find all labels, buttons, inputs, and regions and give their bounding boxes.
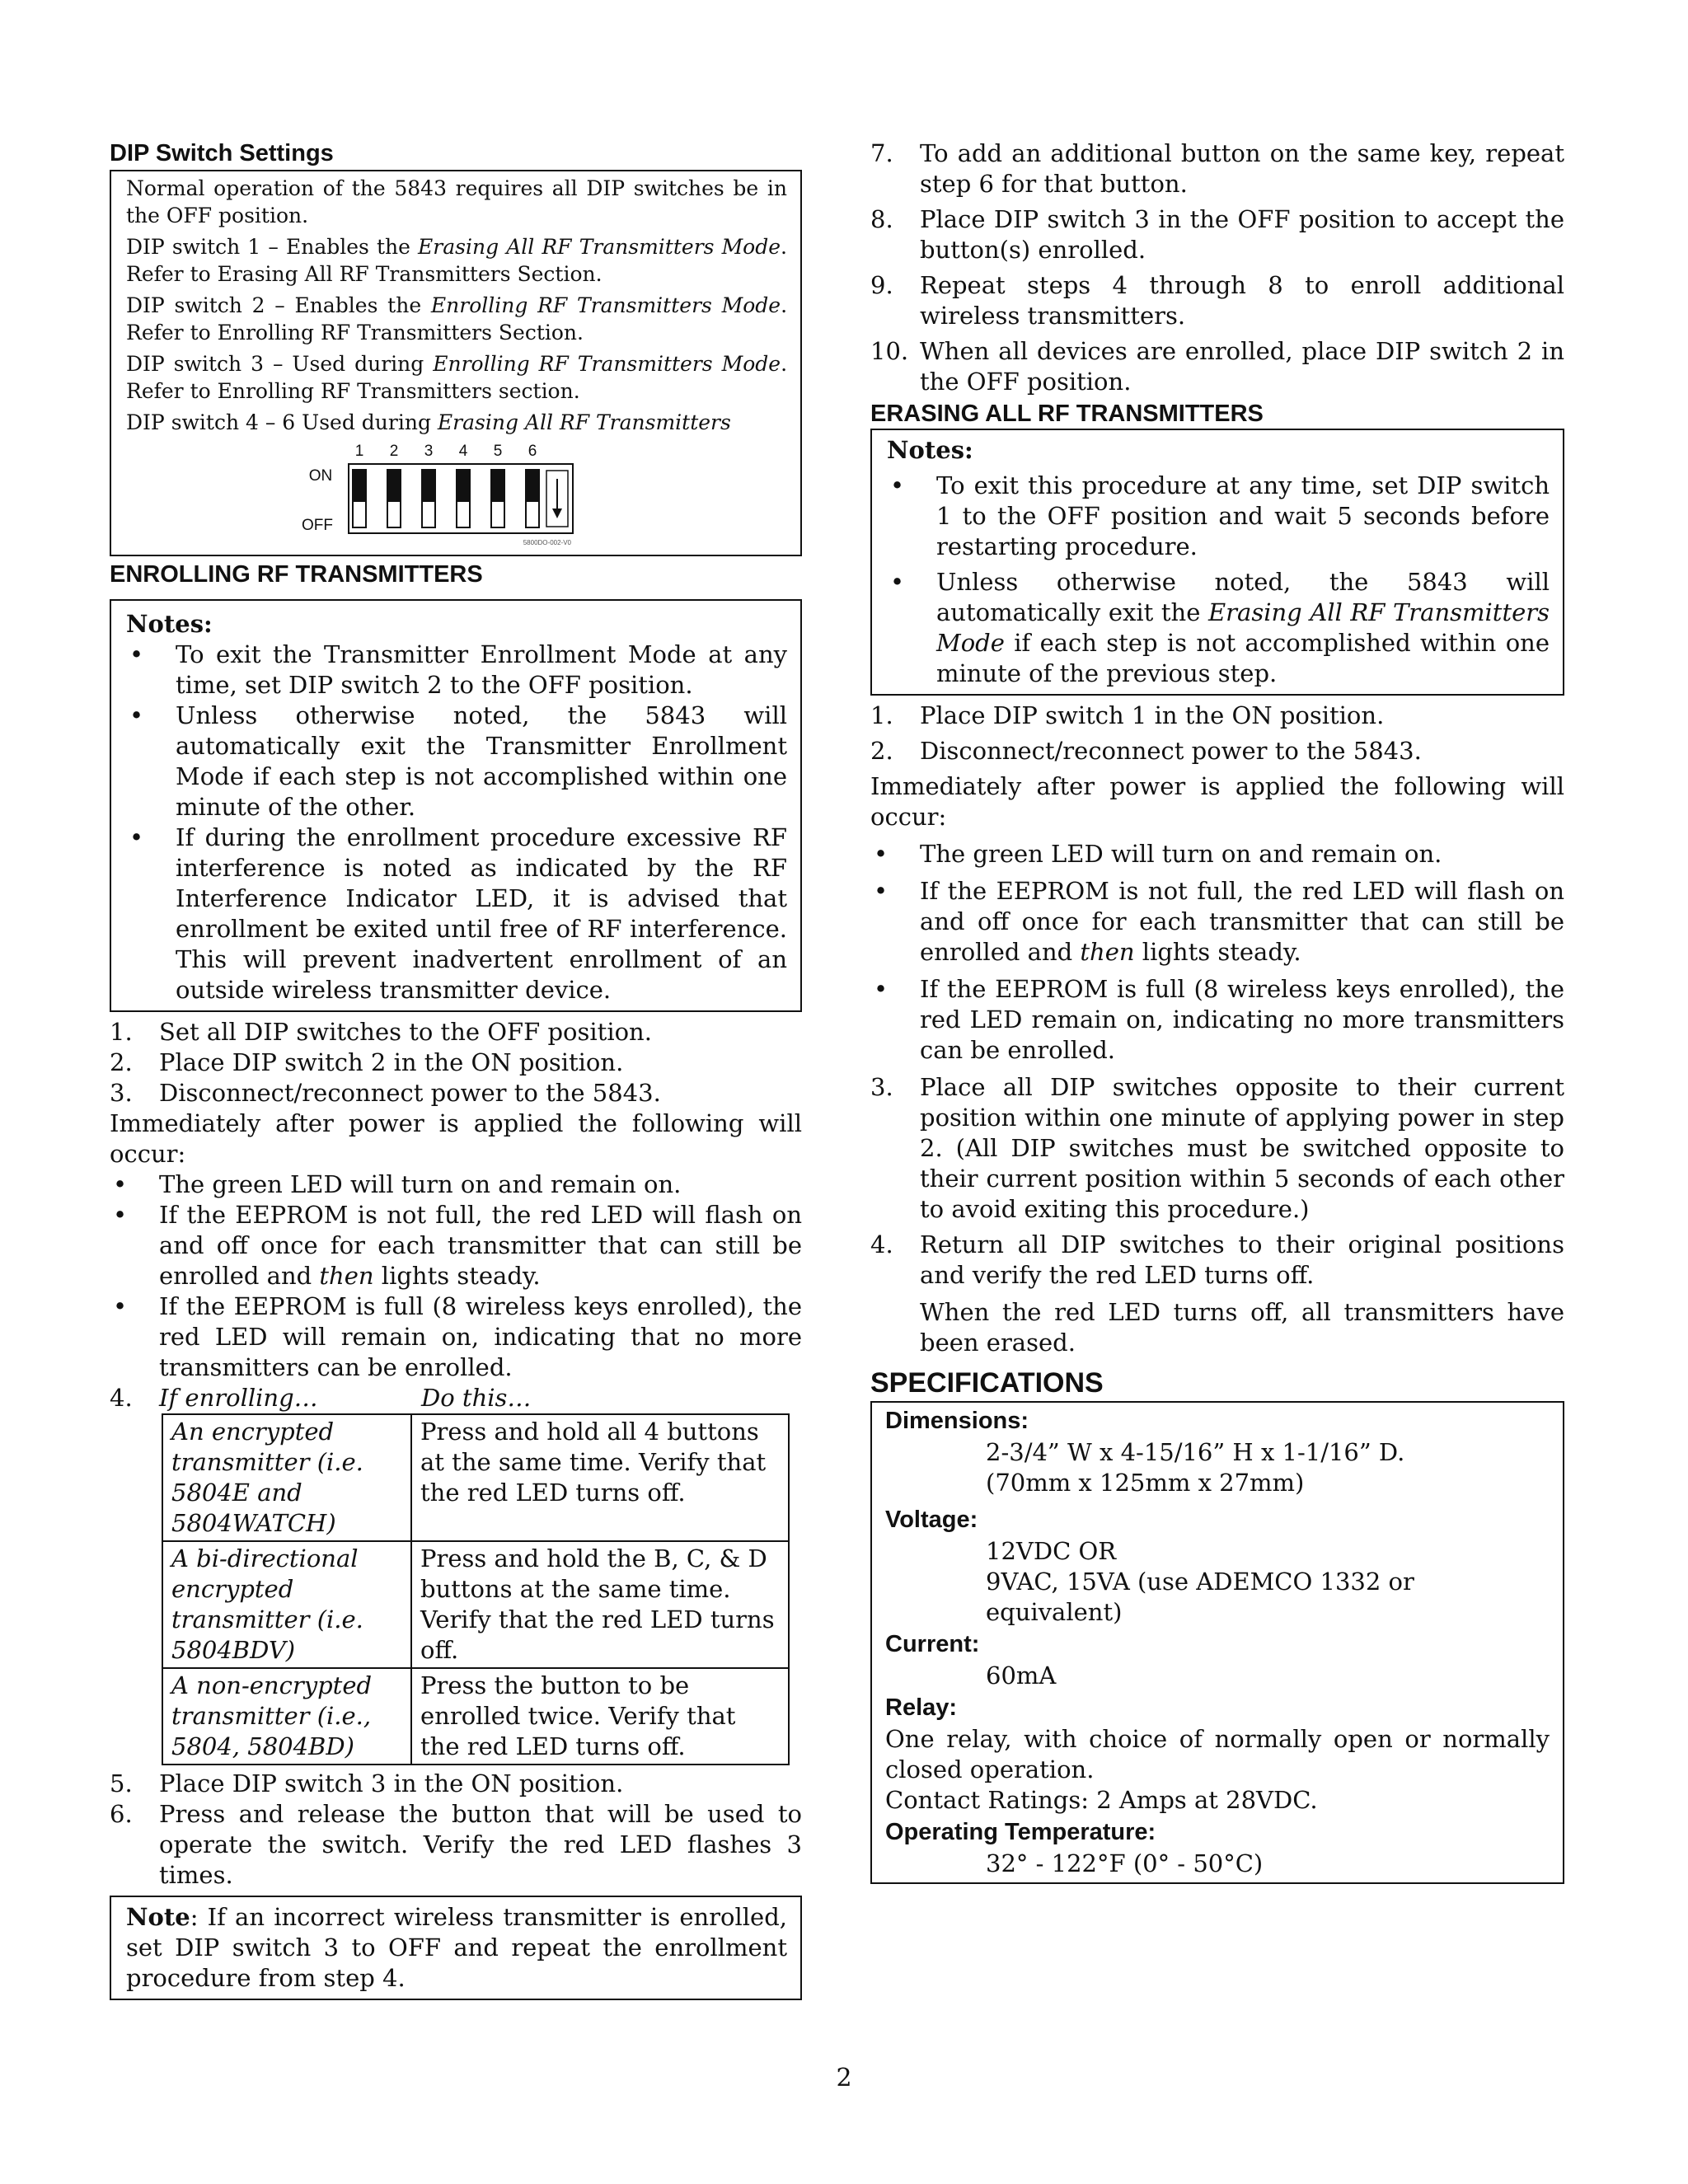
dip-switch-4-6-desc: DIP switch 4 – 6 Used during Erasing All RF Transmitters	[126, 410, 731, 434]
bullet-icon: •	[874, 975, 889, 1003]
erase-step-4: 4. Return all DIP switches to their original positions and verify the red LED turns off.	[870, 1230, 1564, 1289]
enroll-step-2: 2. Place DIP switch 2 in the ON position.	[110, 1048, 624, 1076]
bullet-icon: •	[129, 701, 144, 729]
bullet-icon: •	[113, 1201, 128, 1229]
spec-dimensions-1: 2-3/4” W x 4-15/16” H x 1-1/16” D.	[986, 1438, 1405, 1466]
enroll-step-9: 9. Repeat steps 4 through 8 to enroll additional wireless transmitters.	[870, 271, 1564, 330]
dip-figure-caption: 5800DO-002-V0	[523, 539, 571, 546]
enroll-step-7: 7. To add an additional button on the same key, repeat step 6 for that button.	[870, 139, 1564, 198]
erase-notes-box	[870, 429, 1564, 696]
dip-para-normal: Normal operation of the 5843 requires all DIP switches be in the OFF position.	[126, 176, 787, 227]
specifications-box	[870, 1401, 1564, 1884]
dip-settings-box	[110, 170, 802, 556]
dip-settings-title: DIP Switch Settings	[110, 140, 334, 166]
table-cell-right: Press and hold all 4 buttons at the same time. Verify that the red LED turns off.	[411, 1414, 789, 1541]
enroll-table	[162, 1413, 790, 1765]
enroll-note-3: • If during the enrollment procedure excessive RF interference is noted as indicated by the RF Interference Indicator LED, it is advised that enrollment be exited until free of RF interference. This will prevent inadvertent enrollment of an outside wireless transmitter device.	[129, 823, 787, 1004]
spec-voltage-label: Voltage:	[885, 1507, 978, 1533]
erase-immediately: Immediately after power is applied the following will occur:	[870, 772, 1564, 831]
bullet-icon: •	[890, 568, 905, 596]
spec-temp-label: Operating Temperature:	[885, 1819, 1156, 1845]
table-row	[162, 1541, 789, 1668]
page-number: 2	[836, 2064, 852, 2093]
dip-switch-toggles	[352, 469, 540, 528]
enroll-note-box	[110, 1896, 802, 2000]
dip-switch-1-desc: DIP switch 1 – Enables the Erasing All RF Transmitters Mode. Refer to Erasing All RF Transmitters Section.	[126, 235, 787, 286]
dip-num-5: 5	[493, 443, 503, 460]
left-column	[110, 138, 802, 2000]
dip-num-3: 3	[424, 443, 434, 460]
bullet-icon: •	[129, 640, 144, 668]
spec-relay-1: One relay, with choice of normally open or normally closed operation.	[885, 1725, 1550, 1783]
dip-off-label: OFF	[302, 517, 333, 534]
down-arrow-icon	[552, 479, 562, 518]
erase-note-2: • Unless otherwise noted, the 5843 will automatically exit the Erasing All RF Transmitters Mode if each step is not accomplished within one minute of the previous step.	[890, 568, 1550, 687]
spec-voltage-2: 9VAC, 15VA (use ADEMCO 1332 or equivalent)	[986, 1568, 1414, 1626]
dip-num-6: 6	[528, 443, 537, 460]
enroll-step-6: 6. Press and release the button that will be used to operate the switch. Verify the red LED flashes 3 times.	[110, 1800, 802, 1889]
spec-relay-label: Relay:	[885, 1694, 958, 1721]
enroll-step-1: 1. Set all DIP switches to the OFF position.	[110, 1018, 652, 1046]
table-cell-left: A bi-directional encrypted transmitter (i.e. 5804BDV)	[162, 1541, 411, 1668]
table-head-right: Do this…	[421, 1384, 532, 1412]
erase-bullet-2: • If the EEPROM is not full, the red LED will flash on and off once for each transmitter that can still be enrolled and then lights steady.	[874, 877, 1564, 966]
enroll-note-text: Note: If an incorrect wireless transmitter is enrolled, set DIP switch 3 to OFF and repeat the enrollment procedure from step 4.	[126, 1903, 787, 1992]
enroll-bullet-3: • If the EEPROM is full (8 wireless keys enrolled), the red LED will remain on, indicating that no more transmitters can be enrolled.	[113, 1292, 802, 1381]
enroll-step-4-header: 4. If enrolling… Do this…	[110, 1384, 532, 1412]
spec-dimensions-label: Dimensions:	[885, 1408, 1029, 1434]
enroll-bullet-1: • The green LED will turn on and remain on.	[113, 1170, 682, 1198]
erase-step-1: 1. Place DIP switch 1 in the ON position.	[870, 701, 1385, 729]
table-cell-right: Press the button to be enrolled twice. Verify that the red LED turns off.	[411, 1668, 789, 1765]
dip-switch-2-desc: DIP switch 2 – Enables the Enrolling RF Transmitters Mode. Refer to Enrolling RF Transmitters Section.	[126, 293, 788, 344]
enrolling-title: ENROLLING RF TRANSMITTERS	[110, 561, 483, 588]
bullet-icon: •	[874, 877, 889, 905]
spec-current-1: 60mA	[986, 1661, 1057, 1690]
dip-switch-3-desc: DIP switch 3 – Used during Enrolling RF Transmitters Mode. Refer to Enrolling RF Transmitters section.	[126, 352, 788, 403]
erasing-title: ERASING ALL RF TRANSMITTERS	[870, 401, 1264, 427]
enroll-step-3: 3. Disconnect/reconnect power to the 5843.	[110, 1079, 661, 1107]
erase-notes-title: Notes:	[887, 436, 973, 464]
enroll-immediately: Immediately after power is applied the following will occur:	[110, 1109, 802, 1168]
erase-final: When the red LED turns off, all transmitters have been erased.	[920, 1298, 1564, 1357]
erase-step-2: 2. Disconnect/reconnect power to the 5843.	[870, 737, 1422, 765]
enroll-notes-box	[110, 599, 802, 1012]
dip-num-2: 2	[389, 443, 399, 460]
dip-num-4: 4	[458, 443, 468, 460]
dip-on-label: ON	[308, 467, 333, 485]
spec-temp-1: 32° - 122°F (0° - 50°C)	[986, 1849, 1264, 1877]
enroll-notes-title: Notes:	[126, 610, 213, 638]
erase-bullet-3: • If the EEPROM is full (8 wireless keys enrolled), the red LED remain on, indicating no more transmitters can be enrolled.	[874, 975, 1564, 1064]
bullet-icon: •	[129, 823, 144, 851]
table-cell-right: Press and hold the B, C, & D buttons at the same time. Verify that the red LED turns off.	[411, 1541, 789, 1668]
specifications-title: SPECIFICATIONS	[870, 1367, 1104, 1399]
spec-dimensions-2: (70mm x 125mm x 27mm)	[986, 1469, 1305, 1497]
bullet-icon: •	[113, 1170, 128, 1198]
enroll-step-8: 8. Place DIP switch 3 in the OFF position to accept the button(s) enrolled.	[870, 205, 1564, 264]
erase-bullet-1: • The green LED will turn on and remain on.	[874, 840, 1442, 868]
table-cell-left: An encrypted transmitter (i.e. 5804E and 5804WATCH)	[162, 1414, 411, 1541]
enroll-step-10: 10. When all devices are enrolled, place DIP switch 2 in the OFF position.	[870, 337, 1564, 396]
bullet-icon: •	[113, 1292, 128, 1320]
dip-num-1: 1	[354, 443, 364, 460]
erase-step-3: 3. Place all DIP switches opposite to their current position within one minute of applying power in step 2. (All DIP switches must be switched opposite to their current position within 5 seconds of each other to avoid exiting this procedure.)	[870, 1073, 1564, 1223]
bullet-icon: •	[890, 471, 905, 499]
enroll-bullet-2: • If the EEPROM is not full, the red LED will flash on and off once for each transmitter that can still be enrolled and then lights steady.	[113, 1201, 802, 1290]
table-row	[162, 1414, 789, 1541]
spec-current-label: Current:	[885, 1631, 980, 1657]
erase-note-1: • To exit this procedure at any time, set DIP switch 1 to the OFF position and wait 5 seconds before restarting procedure.	[890, 471, 1550, 560]
enroll-step-5: 5. Place DIP switch 3 in the ON position.	[110, 1769, 624, 1797]
enroll-note-2: • Unless otherwise noted, the 5843 will automatically exit the Transmitter Enrollment Mode if each step is not accomplished within one minute of the other.	[129, 701, 787, 821]
spec-relay-2: Contact Ratings: 2 Amps at 28VDC.	[885, 1786, 1318, 1814]
spec-voltage-1: 12VDC OR	[986, 1537, 1117, 1565]
bullet-icon: •	[874, 840, 889, 868]
dip-switch-diagram	[126, 436, 789, 551]
table-row	[162, 1668, 789, 1765]
table-head-left: If enrolling…	[159, 1384, 318, 1412]
enroll-note-1: • To exit the Transmitter Enrollment Mode at any time, set DIP switch 2 to the OFF position.	[129, 640, 787, 699]
table-cell-left: A non-encrypted transmitter (i.e., 5804, 5804BD)	[162, 1668, 411, 1765]
right-column	[870, 138, 1564, 1884]
